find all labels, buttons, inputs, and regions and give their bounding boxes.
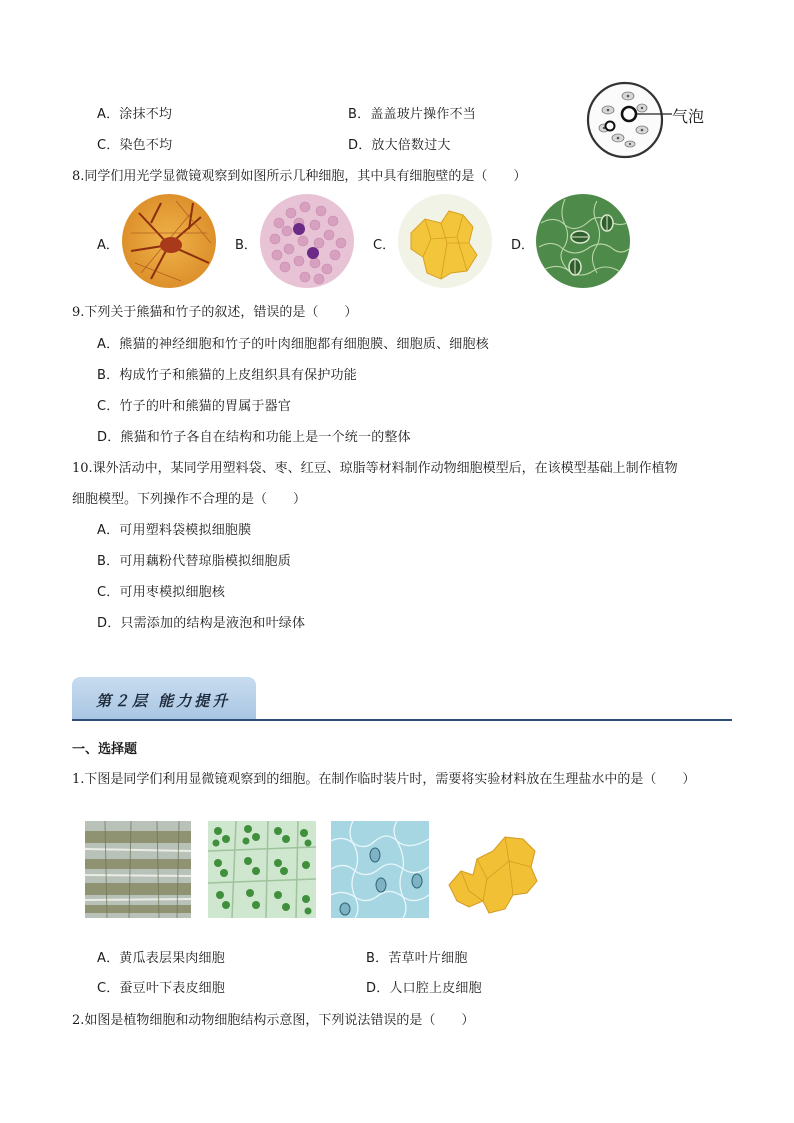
broad-bean-epidermis-cell-image (331, 821, 429, 918)
q10-stem-line1: 10.课外活动中，某同学用塑料袋、枣、红豆、琼脂等材料制作动物细胞模型后，在该模型基础上制作植物 (72, 461, 678, 476)
neuron-cell-image (121, 193, 217, 289)
stomata-cell-image (535, 193, 631, 289)
q8-letter-a: A． (97, 238, 119, 253)
q8-letter-c: C． (373, 238, 396, 253)
section-subtitle: 一、选择题 (72, 742, 138, 757)
q10-option-d: D．只需添加的结构是液泡和叶绿体 (97, 616, 306, 631)
q9-option-c: C．竹子的叶和熊猫的胃属于器官 (97, 399, 292, 414)
s2q1-option-a: A．黄瓜表层果肉细胞 (97, 951, 225, 966)
q9-option-d: D．熊猫和竹子各自在结构和功能上是一个统一的整体 (97, 430, 411, 445)
q7-option-a: A．涂抹不均 (97, 107, 173, 122)
eelgrass-leaf-cell-image (208, 821, 316, 918)
q7-option-b: B．盖盖玻片操作不当 (348, 107, 476, 122)
onion-skin-cell-image (397, 193, 493, 289)
q9-option-b: B．构成竹子和熊猫的上皮组织具有保护功能 (97, 368, 357, 383)
q9-option-a: A．熊猫的神经细胞和竹子的叶肉细胞都有细胞膜、细胞质、细胞核 (97, 337, 489, 352)
s2q2-stem: 2.如图是植物细胞和动物细胞结构示意图，下列说法错误的是（ ） (72, 1013, 475, 1028)
q7-option-d: D．放大倍数过大 (348, 138, 451, 153)
q10-option-a: A．可用塑料袋模拟细胞膜 (97, 523, 252, 538)
s2q1-option-d: D．人口腔上皮细胞 (366, 981, 482, 996)
bubble-label: 气泡 (672, 107, 705, 126)
section-divider (72, 719, 732, 721)
s2q1-option-c: C．蚕豆叶下表皮细胞 (97, 981, 226, 996)
q8-letter-b: B． (235, 238, 257, 253)
s2q1-option-b: B．苦草叶片细胞 (366, 951, 468, 966)
blood-cell-image (259, 193, 355, 289)
q9-stem: 9.下列关于熊猫和竹子的叙述，错误的是（ ） (72, 305, 358, 320)
cucumber-pulp-cell-image (85, 821, 191, 918)
oral-epithelial-cell-image (443, 821, 541, 918)
section-title: 第２层 能力提升 (96, 692, 231, 710)
s2q1-stem: 1.下图是同学们利用显微镜观察到的细胞。在制作临时装片时，需要将实验材料放在生理盐水中的是（ ） (72, 772, 696, 787)
q10-option-c: C．可用枣模拟细胞核 (97, 585, 226, 600)
q7-option-c: C．染色不均 (97, 138, 173, 153)
q8-stem: 8.同学们用光学显微镜观察到如图所示几种细胞，其中具有细胞壁的是（ ） (72, 169, 527, 184)
q10-option-b: B．可用藕粉代替琼脂模拟细胞质 (97, 554, 291, 569)
q8-letter-d: D． (511, 238, 535, 253)
q10-stem-line2: 细胞模型。下列操作不合理的是（ ） (72, 492, 307, 507)
